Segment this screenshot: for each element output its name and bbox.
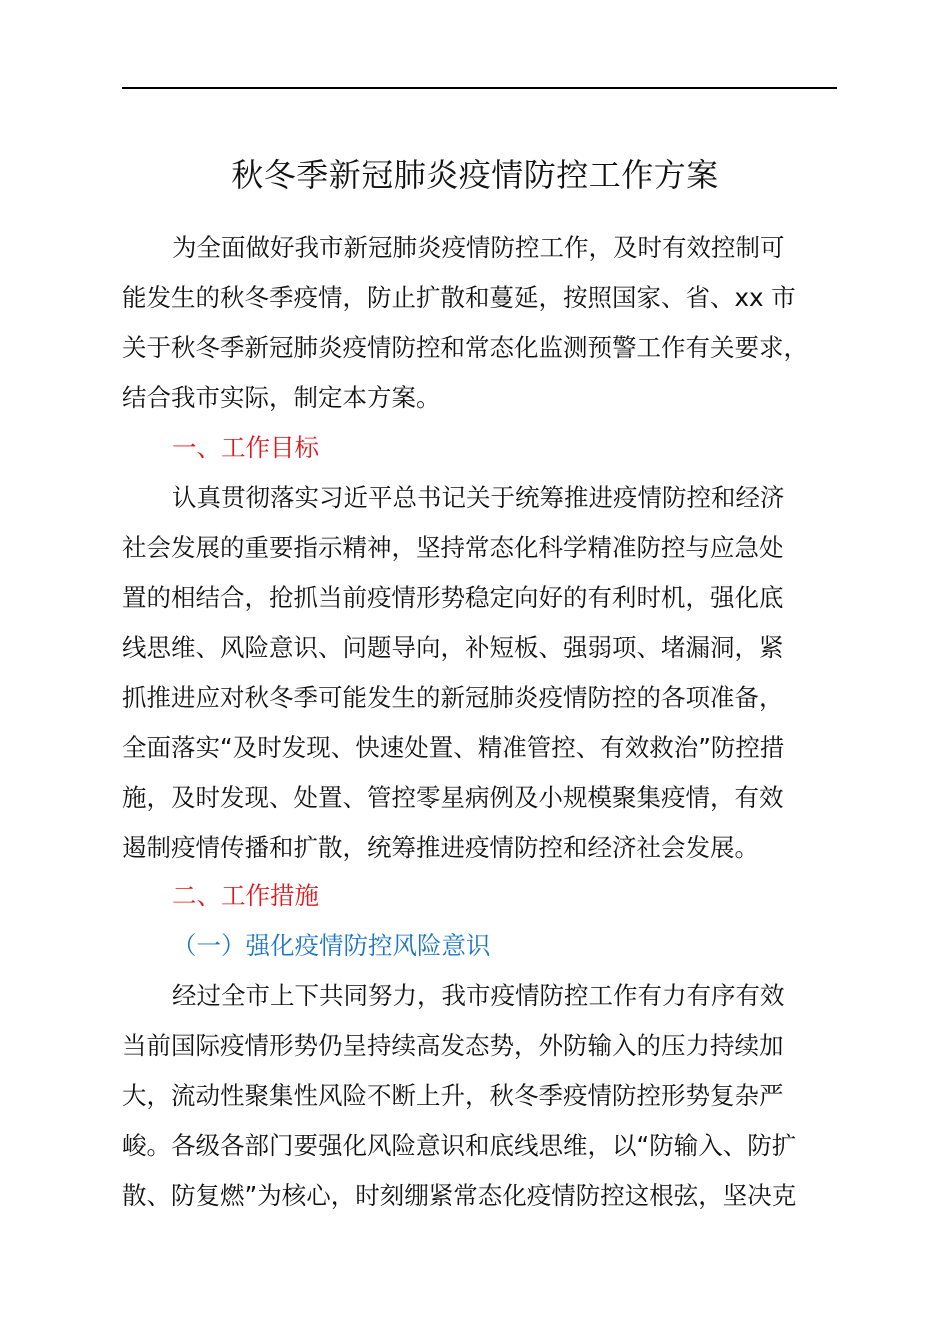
section-1-line-5: 抓推进应对秋冬季可能发生的新冠肺炎疫情防控的各项准备， <box>122 683 784 712</box>
section-1-line-7: 施，及时发现、处置、管控零星病例及小规模聚集疫情，有效 <box>122 783 784 812</box>
intro-line-1: 为全面做好我市新冠肺炎疫情防控工作，及时有效控制可 <box>172 233 785 262</box>
section-2-line-3: 大，流动性聚集性风险不断上升，秋冬季疫情防控形势复杂严 <box>122 1081 784 1110</box>
section-1-line-8: 遏制疫情传播和扩散，统筹推进疫情防控和经济社会发展。 <box>122 833 759 862</box>
section-2-line-1: 经过全市上下共同努力，我市疫情防控工作有力有序有效 <box>172 981 785 1010</box>
section-1-line-6: 全面落实“及时发现、快速处置、精准管控、有效救治”防控措 <box>122 733 785 762</box>
section-2-line-4: 峻。各级各部门要强化风险意识和底线思维，以“防输入、防扩 <box>122 1131 797 1160</box>
intro-line-3: 关于秋冬季新冠肺炎疫情防控和常态化监测预警工作有关要求， <box>122 333 808 362</box>
intro-line-2: 能发生的秋冬季疫情，防止扩散和蔓延，按照国家、省、xx 市 <box>122 283 796 312</box>
section-1-line-3: 置的相结合，抢抓当前疫情形势稳定向好的有利时机，强化底 <box>122 583 784 612</box>
section-2-heading: 二、工作措施 <box>172 881 319 910</box>
header-rule <box>122 87 837 89</box>
section-1-line-1: 认真贯彻落实习近平总书记关于统筹推进疫情防控和经济 <box>172 483 785 512</box>
intro-line-4: 结合我市实际，制定本方案。 <box>122 383 441 412</box>
section-2-subheading: （一）强化疫情防控风险意识 <box>172 931 491 960</box>
section-2-line-5: 散、防复燃”为核心，时刻绷紧常态化疫情防控这根弦，坚决克 <box>122 1181 797 1210</box>
document-title: 秋冬季新冠肺炎疫情防控工作方案 <box>231 156 719 194</box>
section-1-line-4: 线思维、风险意识、问题导向，补短板、强弱项、堵漏洞，紧 <box>122 633 784 662</box>
section-1-line-2: 社会发展的重要指示精神，坚持常态化科学精准防控与应急处 <box>122 533 784 562</box>
section-1-heading: 一、工作目标 <box>172 433 319 462</box>
section-2-line-2: 当前国际疫情形势仍呈持续高发态势，外防输入的压力持续加 <box>122 1031 784 1060</box>
